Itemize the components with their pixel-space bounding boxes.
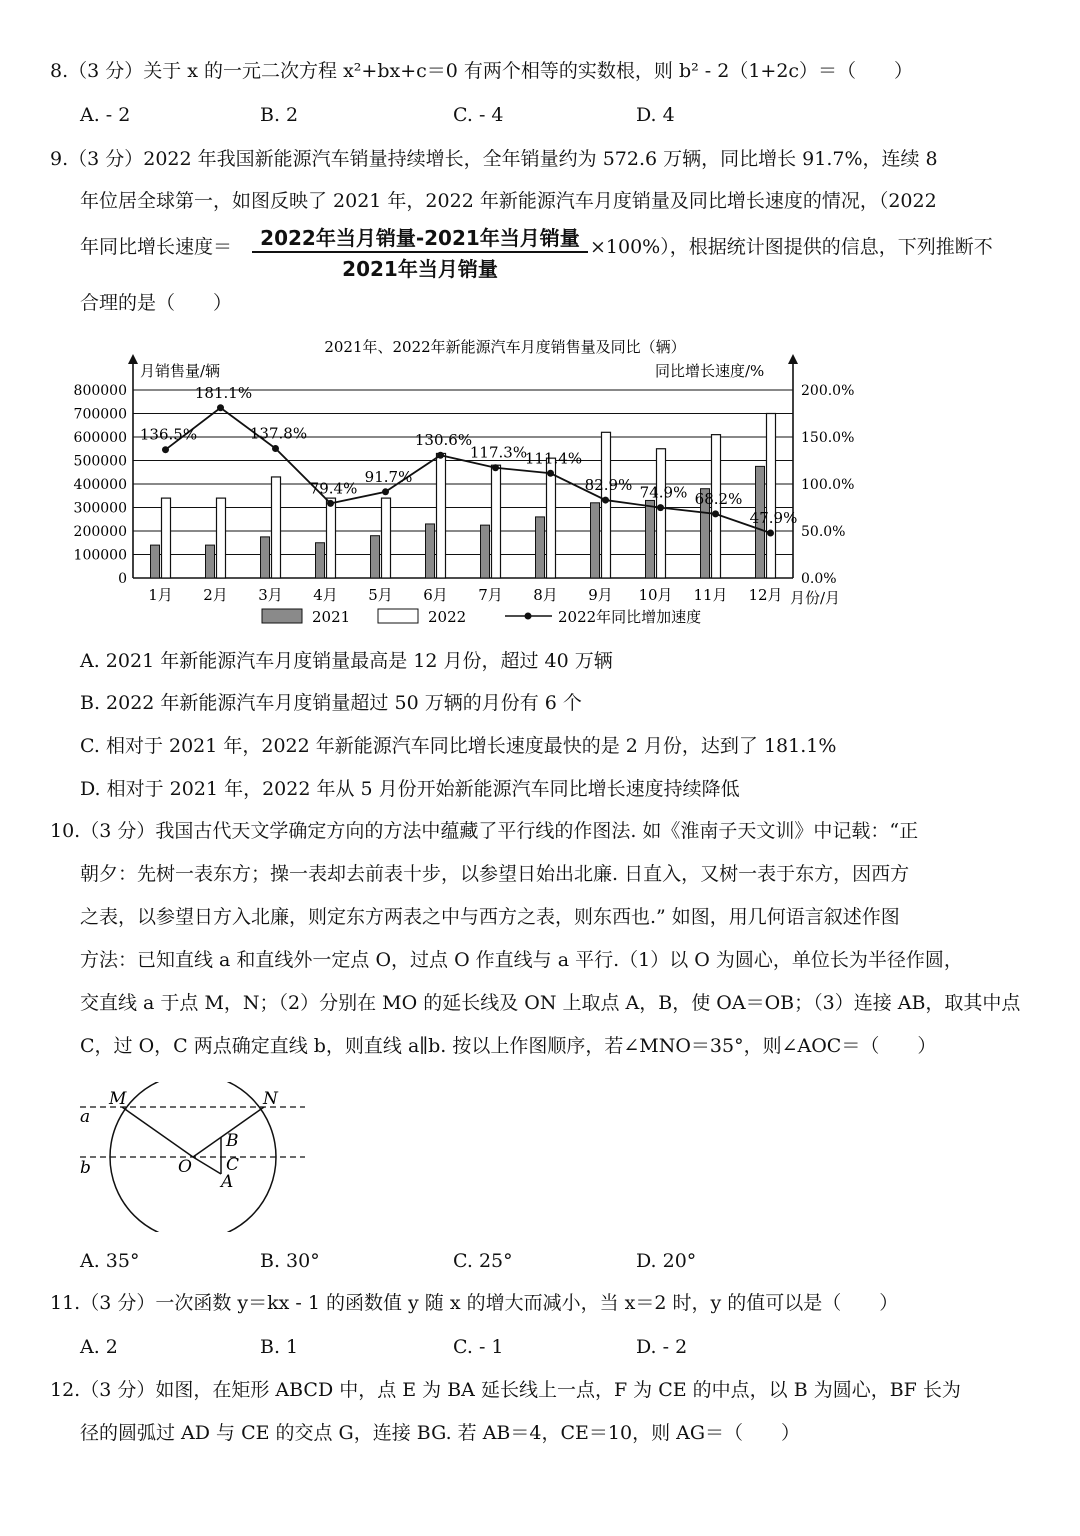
q9-option-d: D. 相对于 2021 年，2022 年从 5 月份开始新能源汽车同比增长速度持续降低 <box>80 778 740 800</box>
bar-2021 <box>536 517 545 578</box>
q9-option-c: C. 相对于 2021 年，2022 年新能源汽车同比增长速度最快的是 2 月份，达到了 181.1% <box>80 735 837 757</box>
chart-y2-axis-arrow <box>788 354 798 364</box>
growth-rate-point <box>767 529 774 536</box>
chart-ytick-label: 700000 <box>73 406 127 423</box>
bar-2022 <box>327 498 336 578</box>
bar-2021 <box>316 543 325 578</box>
bar-2021 <box>261 537 270 578</box>
growth-rate-label: 74.9% <box>639 483 688 502</box>
sales-chart <box>0 330 1080 640</box>
q10-geometry-figure <box>75 1082 315 1232</box>
bar-2021 <box>591 503 600 578</box>
chart-y2label: 同比增长速度/% <box>655 362 765 380</box>
bar-2022 <box>767 414 776 579</box>
q11-option-d: D. - 2 <box>636 1336 688 1358</box>
growth-rate-label: 82.9% <box>584 476 633 495</box>
q9-stem-line1: 9.（3 分）2022 年我国新能源汽车销量持续增长，全年销量约为 572.6 万辆，同比增长 91.7%，连续 8 <box>50 148 938 170</box>
chart-ytick-label: 0 <box>118 571 127 587</box>
chart-xtick-label: 7月 <box>478 586 503 604</box>
chart-ylabel: 月销售量/辆 <box>140 362 221 380</box>
q11-stem: 11.（3 分）一次函数 y＝kx - 1 的函数值 y 随 x 的增大而减小，当 x＝2 时，y 的值可以是（ ） <box>50 1292 899 1314</box>
q8-option-c: C. - 4 <box>453 104 504 126</box>
chart-xlabel: 月份/月 <box>790 589 841 607</box>
growth-rate-label: 91.7% <box>364 467 413 486</box>
chart-legend <box>262 608 701 626</box>
chart-ytick-label: 100000 <box>73 547 127 564</box>
chart-ytick-label: 500000 <box>73 453 127 470</box>
figure-segment-oa <box>193 1157 221 1174</box>
chart-xtick-label: 5月 <box>368 586 393 604</box>
bar-2022 <box>382 498 391 578</box>
q8-option-b: B. 2 <box>260 104 299 126</box>
growth-rate-point <box>492 464 499 471</box>
growth-rate-point <box>712 510 719 517</box>
q8-option-a: A. - 2 <box>80 104 131 126</box>
bar-2021 <box>646 500 655 578</box>
chart-xtick-label: 4月 <box>313 586 338 604</box>
bar-2022 <box>217 498 226 578</box>
q10-option-c: C. 25° <box>453 1250 513 1272</box>
bar-2022 <box>657 449 666 578</box>
figure-label-n: N <box>263 1089 278 1109</box>
q12-line2: 径的圆弧过 AD 与 CE 的交点 G，连接 BG. 若 AB＝4，CE＝10，则 AG＝（ ） <box>80 1422 801 1444</box>
growth-rate-label: 181.1% <box>194 383 253 402</box>
legend-label-2022: 2022 <box>428 608 467 626</box>
chart-xtick-label: 3月 <box>258 586 283 604</box>
chart-title: 2021年、2022年新能源汽车月度销售量及同比（辆） <box>324 338 686 356</box>
growth-rate-point <box>272 445 279 452</box>
chart-y2tick-label: 200.0% <box>801 383 855 399</box>
bar-2022 <box>492 465 501 578</box>
growth-rate-label: 137.8% <box>249 424 308 443</box>
growth-rate-label: 47.9% <box>749 508 798 527</box>
figure-label-b-point: B <box>226 1131 239 1151</box>
figure-label-a-line: a <box>80 1107 91 1127</box>
q10-option-a: A. 35° <box>80 1250 140 1272</box>
q10-line6: C，过 O，C 两点确定直线 b，则直线 a∥b. 按以上作图顺序，若∠MNO＝35°，则∠AOC＝（ ） <box>80 1035 937 1057</box>
q9-option-b: B. 2022 年新能源汽车月度销量超过 50 万辆的月份有 6 个 <box>80 692 582 714</box>
figure-label-m: M <box>109 1089 127 1109</box>
bar-2021 <box>481 525 490 578</box>
chart-xtick-label: 8月 <box>533 586 558 604</box>
bar-2022 <box>602 432 611 578</box>
growth-rate-label: 79.4% <box>309 479 358 498</box>
q9-stem-line3-prefix: 年同比增长速度＝ <box>80 236 233 258</box>
q10-option-b: B. 30° <box>260 1250 320 1272</box>
growth-rate-label: 130.6% <box>414 431 473 450</box>
bar-2021 <box>151 545 160 578</box>
growth-rate-point <box>327 500 334 507</box>
q10-line4: 方法：已知直线 a 和直线外一定点 O，过点 O 作直线与 a 平行.（1）以 O 为圆心，单位长为半径作圆， <box>80 949 963 971</box>
growth-rate-point <box>162 446 169 453</box>
growth-rate-point <box>602 497 609 504</box>
chart-ytick-label: 800000 <box>73 383 127 399</box>
q11-option-a: A. 2 <box>80 1336 118 1358</box>
legend-label-2021: 2021 <box>312 608 351 626</box>
chart-y2tick-label: 150.0% <box>801 430 855 446</box>
legend-line-marker <box>525 613 532 620</box>
growth-rate-point <box>547 470 554 477</box>
growth-rate-label: 117.3% <box>469 443 528 462</box>
chart-ytick-label: 300000 <box>73 500 127 517</box>
bar-2022 <box>272 477 281 578</box>
figure-label-a-point: A <box>221 1172 234 1192</box>
growth-rate-point <box>657 504 664 511</box>
growth-rate-label: 68.2% <box>694 489 743 508</box>
q10-line1: 10.（3 分）我国古代天文学确定方向的方法中蕴藏了平行线的作图法. 如《淮南子天文训》中记载：“正 <box>50 820 919 842</box>
q10-option-d: D. 20° <box>636 1250 697 1272</box>
chart-xtick-label: 2月 <box>203 586 228 604</box>
bar-2022 <box>162 498 171 578</box>
figure-label-o: O <box>178 1157 192 1177</box>
chart-y-axis-arrow <box>128 354 138 364</box>
q9-formula-numerator: 2022年当月销量-2021年当月销量 <box>252 222 588 253</box>
q8-stem: 8.（3 分）关于 x 的一元二次方程 x²+bx+c＝0 有两个相等的实数根，则 b² - 2（1+2c）＝（ ） <box>50 60 914 82</box>
chart-ytick-label: 200000 <box>73 524 127 540</box>
bar-2021 <box>371 536 380 578</box>
legend-swatch-2022 <box>378 609 418 623</box>
q12-line1: 12.（3 分）如图，在矩形 ABCD 中，点 E 为 BA 延长线上一点，F 为 CE 的中点，以 B 为圆心，BF 长为 <box>50 1379 961 1401</box>
chart-xtick-label: 11月 <box>693 586 728 604</box>
legend-swatch-2021 <box>262 609 302 623</box>
chart-xtick-label: 12月 <box>748 586 783 604</box>
q9-stem-line3-suffix: ×100%），根据统计图提供的信息，下列推断不 <box>590 236 993 258</box>
chart-xtick-label: 10月 <box>638 586 673 604</box>
chart-ytick-label: 600000 <box>73 430 127 446</box>
growth-rate-point <box>437 452 444 459</box>
chart-y2tick-label: 50.0% <box>801 524 846 540</box>
legend-label-growth: 2022年同比增加速度 <box>558 608 702 626</box>
figure-label-c: C <box>226 1155 240 1175</box>
growth-rate-label: 136.5% <box>139 425 198 444</box>
q8-option-d: D. 4 <box>636 104 675 126</box>
figure-label-b-line: b <box>80 1158 91 1178</box>
q10-line2: 朝夕：先树一表东方；操一表却去前表十步，以参望日始出北廉. 日直入，又树一表于东方，因西方 <box>80 863 910 885</box>
chart-y2tick-label: 0.0% <box>801 571 837 587</box>
bar-2021 <box>206 545 215 578</box>
q9-formula-fraction <box>252 222 588 282</box>
growth-rate-label: 111.4% <box>524 449 583 468</box>
growth-rate-point <box>382 488 389 495</box>
figure-segment-mo <box>122 1107 193 1157</box>
q11-option-b: B. 1 <box>260 1336 299 1358</box>
q9-formula-denominator: 2021年当月销量 <box>342 257 498 281</box>
chart-y2tick-label: 100.0% <box>801 477 855 493</box>
q9-stem-line4: 合理的是（ ） <box>80 292 233 314</box>
q10-line5: 交直线 a 于点 M，N；（2）分别在 MO 的延长线及 ON 上取点 A，B，使 OA＝OB；（3）连接 AB，取其中点 <box>80 992 1021 1014</box>
q9-stem-line2: 年位居全球第一，如图反映了 2021 年，2022 年新能源汽车月度销量及同比增长速度的情况，（2022 <box>80 190 937 212</box>
q9-option-a: A. 2021 年新能源汽车月度销量最高是 12 月份，超过 40 万辆 <box>80 650 613 672</box>
bar-2021 <box>426 524 435 578</box>
bar-2022 <box>437 453 446 578</box>
q11-option-c: C. - 1 <box>453 1336 504 1358</box>
chart-xtick-label: 6月 <box>423 586 448 604</box>
chart-xtick-label: 1月 <box>148 586 173 604</box>
q10-line3: 之表，以参望日方入北廉，则定东方两表之中与西方之表，则东西也.” 如图，用几何语言叙述作图 <box>80 906 900 928</box>
growth-rate-point <box>217 404 224 411</box>
chart-ytick-label: 400000 <box>73 477 127 493</box>
chart-xtick-label: 9月 <box>588 586 613 604</box>
